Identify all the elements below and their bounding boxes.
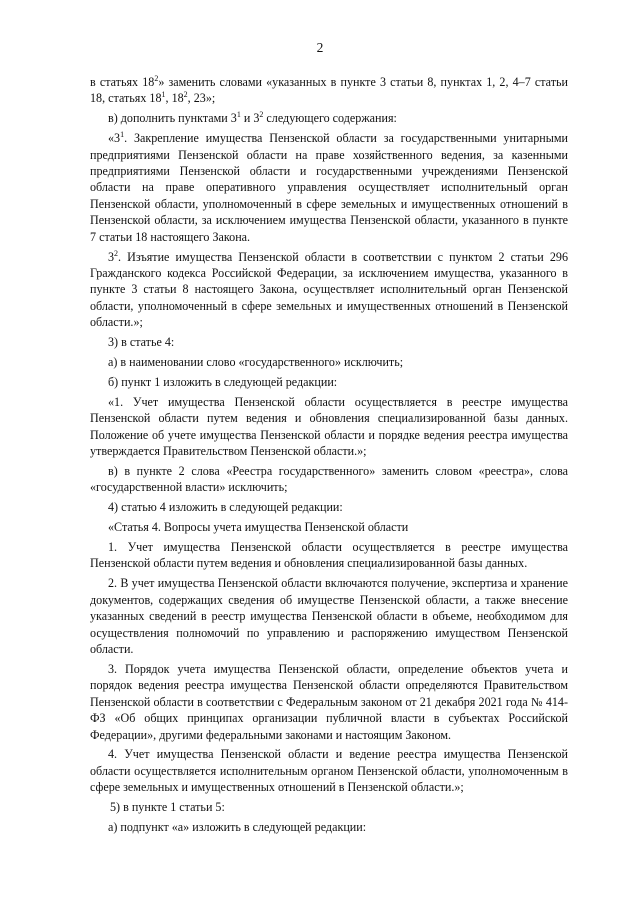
paragraph-item-5a: а) подпункт «а» изложить в следующей редакции: [108, 820, 367, 835]
document-body [90, 74, 568, 839]
paragraph-item-3b: б) пункт 1 изложить в следующей редакции: [108, 374, 338, 389]
article-4-point-4: 4. Учет имущества Пензенской области и ведение реестра имущества Пензенской области осуществляется исполнительным органом Пензенской области, уполномоченным в сфере земельных и имущественных отношений в Пензенской области.»; [90, 747, 568, 795]
paragraph-item-3: 3) в статье 4: [108, 335, 175, 350]
article-4-point-3: 3. Порядок учета имущества Пензенской области, определение объектов учета и порядок ведения реестра имущества Пензенской области определяются Правительством Пензенской области в соответствии с Федеральным законом от 21 декабря 2021 года № 414-ФЗ «Об общих принципах организации публичной власти в субъектах Российской Федерации», другими федеральными законами и настоящим Законом. [90, 661, 568, 742]
paragraph-item-3c: в) в пункте 2 слова «Реестра государственного» заменить словом «реестра», слова «государственной власти» исключить; [90, 463, 568, 495]
article-4-heading: «Статья 4. Вопросы учета имущества Пензенской области [108, 520, 409, 535]
article-4-point-2: 2. В учет имущества Пензенской области включаются получение, экспертиза и хранение документов, содержащих сведения об имуществе Пензенской области, а также внесение указанных сведений в реестр имущества Пензенской области в объеме, необходимом для осуществления полномочий по управлению и распоряжению имуществом Пензенской области. [90, 576, 568, 656]
paragraph-item-4: 4) статью 4 изложить в следующей редакции: [108, 500, 343, 515]
page-number: 2 [316, 40, 324, 55]
paragraph-point-3-1: «$3^1$. Закрепление имущества Пензенской области за государственными унитарными предприятиями Пензенской области на праве хозяйственного ведения, за казенными предприятиями Пензенской области и государственными учреждениями Пензенской области на праве оперативного управления осуществляет исполнительный орган Пензенской области, уполномоченный в сфере земельных и имущественных отношений в Пензенской области, за исключением имущества Пензенской области, указанного в пункте 7 статьи 18 настоящего Закона. [90, 130, 568, 244]
paragraph-item-5: 5) в пункте 1 статьи 5: [110, 800, 225, 815]
paragraph-point-1-text: «1. Учет имущества Пензенской области осуществляется в реестре имущества Пензенской области путем ведения и обновления специализированной базы данных. Положение об учете имущества Пензенской области и порядке ведения реестра имущества утверждается Правительством Пензенской области.»; [90, 394, 568, 459]
paragraph-item-3a: а) в наименовании слово «государственного» исключить; [108, 355, 404, 369]
article-4-point-1: 1. Учет имущества Пензенской области осуществляется в реестре имущества Пензенской области путем ведения и обновления специализированной базы данных. [90, 540, 568, 571]
paragraph-articles-replace: в статьях $18^2$» заменить словами «указанных в пункте 3 статьи 8, пунктах 1, 2, 4–7 статьи 18, статьях $18^1$, $18^2$, 23»; [90, 74, 568, 106]
paragraph-add-points: в) дополнить пунктами $3^1$ и $3^2$ следующего содержания: [108, 110, 397, 126]
paragraph-point-3-2: $3^2$. Изъятие имущества Пензенской области в соответствии с пунктом 2 статьи 296 Гражданского кодекса Российской Федерации, за исключением имущества, указанного в пункте 3 статьи 8 настоящего Закона, осуществляет исполнительный орган Пензенской области, уполномоченный в сфере земельных и имущественных отношений в Пензенской области.»; [90, 248, 568, 330]
